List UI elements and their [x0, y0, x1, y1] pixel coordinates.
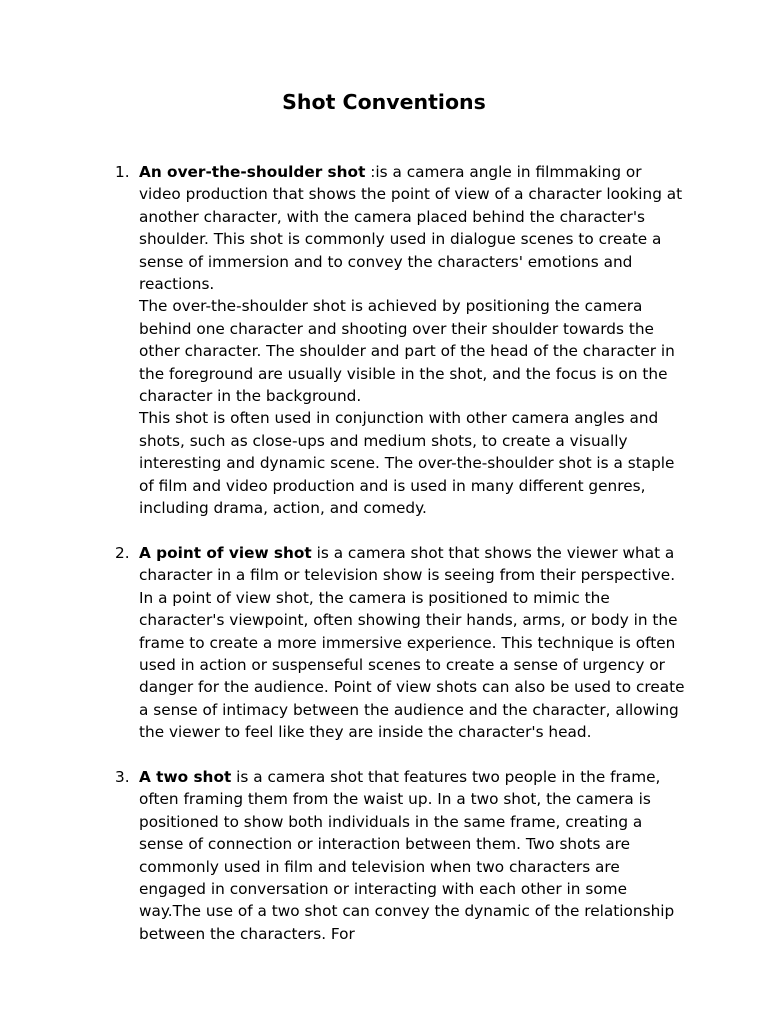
list-item-text: is a camera shot that features two people in the frame, often framing them from the waist up. In a two shot, the camera is positioned to show both individuals in the same frame, creating a sense of connection or interaction between them. Two shots are commonly used in film and television when two characters are engaged in conversation or interacting with each other in some way.The use of a two shot can convey the dynamic of the relationship between the characters. For	[139, 768, 675, 943]
document-title: Shot Conventions	[282, 90, 486, 114]
list-item-number: 3.	[115, 768, 130, 786]
list-item-over-the-shoulder-shot	[115, 161, 685, 520]
list-item-term: An over-the-shoulder shot	[139, 163, 366, 181]
list-item-term: A point of view shot	[139, 544, 312, 562]
list-item-number: 2.	[115, 544, 130, 562]
list-item-two-shot	[115, 766, 685, 945]
list-item-term: A two shot	[139, 768, 232, 786]
list-item-paragraph: This shot is often used in conjunction with other camera angles and shots, such as close-ups and medium shots, to create a visually interesting and dynamic scene. The over-the-shoulder shot is a staple of film and video production and is used in many different genres, including drama, action, and comedy.	[139, 409, 675, 518]
list-item-text: is a camera shot that shows the viewer what a character in a film or television show is seeing from their perspective. In a point of view shot, the camera is positioned to mimic the character's viewpoint, often showing their hands, arms, or body in the frame to create a more immersive experience. This technique is often used in action or suspenseful scenes to create a sense of urgency or danger for the audience. Point of view shots can also be used to create a sense of intimacy between the audience and the character, allowing the viewer to feel like they are inside the character's head.	[139, 544, 685, 742]
list-item-paragraph: The over-the-shoulder shot is achieved by positioning the camera behind one character and shooting over their shoulder towards the other character. The shoulder and part of the head of the character in the foreground are usually visible in the shot, and the focus is on the character in the background.	[139, 297, 675, 406]
list-item-paragraph	[139, 766, 685, 945]
list-item-paragraph	[139, 161, 685, 295]
list-item-number: 1.	[115, 163, 130, 181]
list-item-paragraph	[139, 542, 685, 744]
list-item-text: :is a camera angle in filmmaking or video production that shows the point of view of a character looking at another character, with the camera placed behind the character's shoulder. This shot is commonly used in dialogue scenes to create a sense of immersion and to convey the characters' emotions and reactions.	[139, 163, 683, 294]
list-item-point-of-view-shot	[115, 542, 685, 744]
